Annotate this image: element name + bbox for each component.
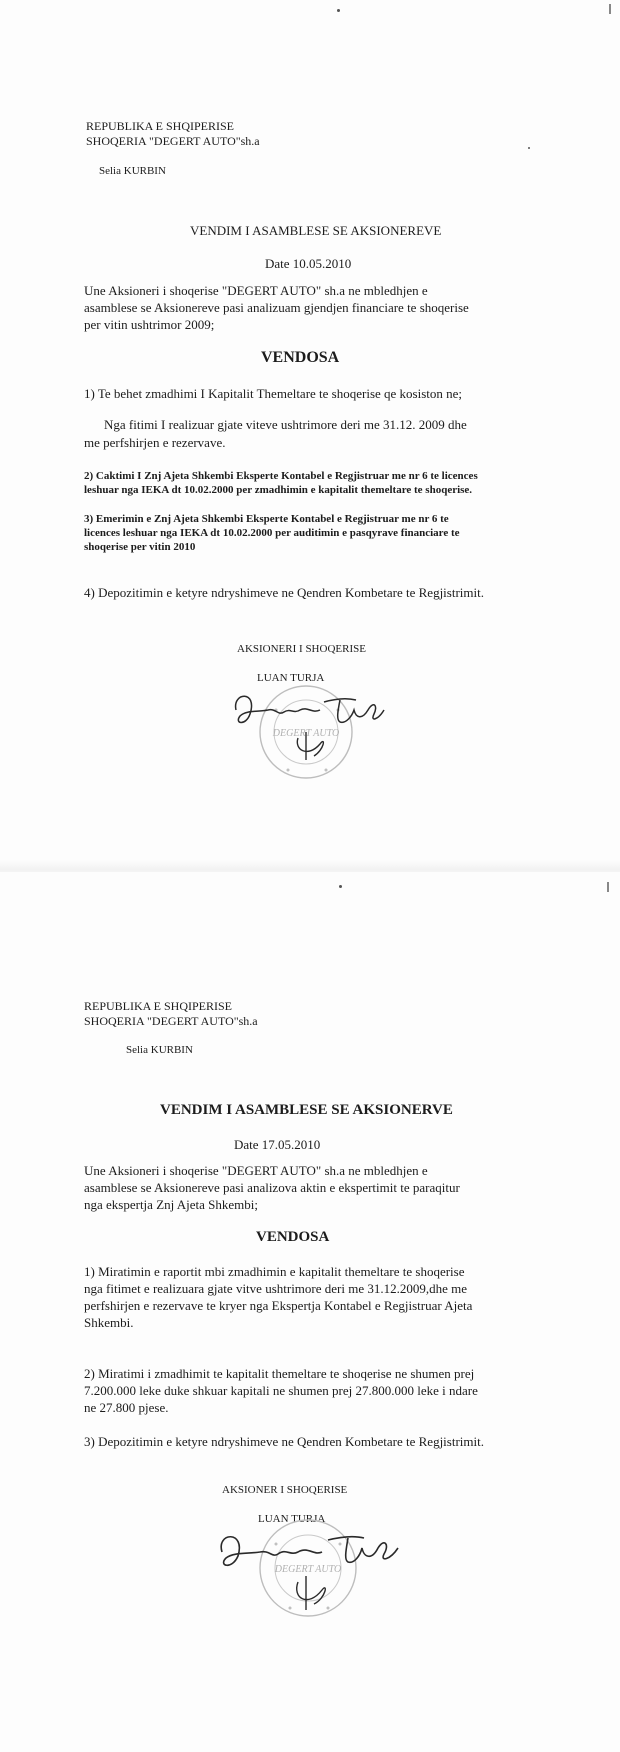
decided-heading: VENDOSA [261,349,340,366]
header-republic: REPUBLIKA E SHQIPERISE [84,999,233,1013]
decision-item-2: ne 27.800 pjese. [84,1400,169,1415]
company-seat: Selia KURBIN [126,1044,193,1056]
decision-item-3: 3) Emerimin e Znj Ajeta Shkembi Eksperte Kontabel e Regjistruar me nr 6 te [84,513,449,525]
decision-item-1: nga fitimet e realizuara gjate vitve ushtrimore deri me 31.12.2009,dhe me [84,1281,468,1296]
document-page-1 [0,0,620,872]
signer-role: AKSIONERI I SHOQERISE [237,643,366,655]
decision-item-1: perfshirjen e rezervave te kryer nga Ekspertja Kontabel e Regjistruar Ajeta [84,1298,473,1313]
decision-item-1: Shkembi. [84,1315,134,1330]
scan-speck [339,885,342,888]
decision-item-1: 1) Te behet zmadhimi I Kapitalit Themeltare te shoqerise qe kosiston ne; [84,386,463,401]
scan-edge-mark [607,882,609,892]
decision-date: Date 17.05.2010 [234,1137,321,1152]
decision-date: Date 10.05.2010 [265,256,352,271]
decision-item-1: 1) Miratimin e raportit mbi zmadhimin e kapitalit themeltare te shoqerise [84,1264,465,1279]
signer-name: LUAN TURJA [258,1513,326,1525]
intro-text-line: Une Aksioneri i shoqerise "DEGERT AUTO" sh.a ne mbledhjen e [84,1163,428,1178]
decision-item-2: 7.200.000 leke duke shkuar kapitali ne shumen prej 27.800.000 leke i ndare [84,1383,478,1398]
decision-item-3: shoqerise per vitin 2010 [84,541,196,553]
decision-item-3: 3) Depozitimin e ketyre ndryshimeve ne Qendren Kombetare te Regjistrimit. [84,1434,484,1449]
scan-speck [337,9,340,12]
decision-item-4: 4) Depozitimin e ketyre ndryshimeve ne Qendren Kombetare te Regjistrimit. [84,585,484,600]
decision-item-1-detail: me perfshirjen e rezervave. [84,435,226,450]
company-seat: Selia KURBIN [99,165,166,177]
decision-title: VENDIM I ASAMBLESE SE AKSIONERVE [160,1102,453,1118]
signature-text: Luan Turja [228,680,233,681]
decision-item-3: licences leshuar nga IEKA dt 10.02.2000 per auditimin e pasqyrave financiare te [84,527,460,539]
header-republic: REPUBLIKA E SHQIPERISE [86,119,235,133]
header-company: SHOQERIA "DEGERT AUTO"sh.a [84,1014,258,1028]
company-stamp-with-signature [228,680,398,800]
intro-text-line: Une Aksioneri i shoqerise "DEGERT AUTO" sh.a ne mbledhjen e [84,283,428,298]
scan-edge-mark [609,4,611,14]
decision-item-2: leshuar nga IEKA dt 10.02.2000 per zmadhimin e kapitalit themeltare te shoqerise. [84,484,473,496]
decision-item-2: 2) Caktimi I Znj Ajeta Shkembi Eksperte Kontabel e Regjistruar me nr 6 te licences [84,470,478,482]
scan-speck [528,147,530,149]
stamp-text: DEGERT AUTO [274,1564,342,1575]
decision-item-1-detail: Nga fitimi I realizuar gjate viteve ushtrimore deri me 31.12. 2009 dhe [104,417,467,432]
signature-text: Luan Turja [212,1512,217,1513]
decision-item-2: 2) Miratimi i zmadhimit te kapitalit themeltare te shoqerise ne shumen prej [84,1366,475,1381]
header-company: SHOQERIA "DEGERT AUTO"sh.a [86,134,260,148]
company-stamp [260,1520,356,1616]
signer-name: LUAN TURJA [257,672,325,684]
intro-text-line: asamblese se Aksionereve pasi analizuam gjendjen financiare te shoqerise [84,300,469,315]
intro-text-line: per vitin ushtrimor 2009; [84,317,215,332]
signer-role: AKSIONER I SHOQERISE [222,1484,348,1496]
intro-text-line: nga ekspertja Znj Ajeta Shkembi; [84,1197,259,1212]
stamp-text: DEGERT AUTO [272,728,340,739]
decided-heading: VENDOSA [256,1229,330,1245]
decision-title: VENDIM I ASAMBLESE SE AKSIONEREVE [190,223,442,238]
intro-text-line: asamblese se Aksionereve pasi analizova aktin e ekspertimit te paraqitur [84,1180,460,1195]
document-page-2 [0,872,620,1752]
company-stamp-with-signature [212,1512,412,1642]
